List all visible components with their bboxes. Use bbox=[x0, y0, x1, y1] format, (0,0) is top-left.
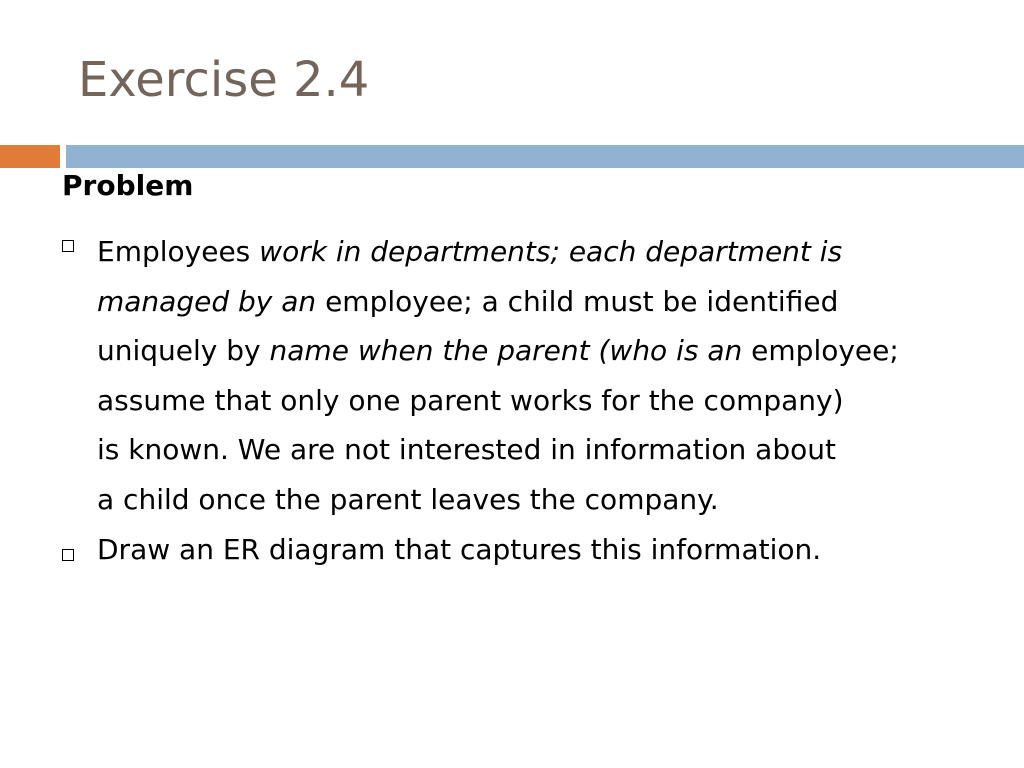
text-run: uniquely by bbox=[97, 334, 270, 367]
section-heading: Problem bbox=[62, 169, 194, 202]
problem-line-5: is known. We are not interested in information about bbox=[97, 433, 836, 466]
text-run-italic: work in departments; each department is bbox=[259, 235, 843, 268]
task-paragraph: Draw an ER diagram that captures this information. bbox=[97, 533, 822, 566]
text-run: employee; bbox=[751, 334, 899, 367]
problem-line-1 bbox=[97, 227, 1017, 277]
text-run: Employees bbox=[97, 235, 260, 268]
square-bullet-icon bbox=[62, 549, 74, 561]
slide-title: Exercise 2.4 bbox=[78, 52, 370, 108]
accent-bar-blue bbox=[66, 145, 1024, 168]
text-run-italic: name when the parent (who is an bbox=[269, 334, 752, 367]
square-bullet-icon bbox=[62, 240, 74, 252]
problem-paragraph bbox=[97, 227, 1017, 524]
text-run: employee; a child must be identified bbox=[325, 284, 839, 318]
problem-line-3 bbox=[97, 326, 1017, 376]
problem-line-6: a child once the parent leaves the company. bbox=[97, 482, 719, 516]
accent-bar-orange bbox=[0, 145, 60, 168]
problem-line-2 bbox=[97, 277, 1017, 327]
problem-line-4: assume that only one parent works for the company) bbox=[97, 383, 844, 417]
text-run-italic: managed by an bbox=[97, 284, 326, 318]
